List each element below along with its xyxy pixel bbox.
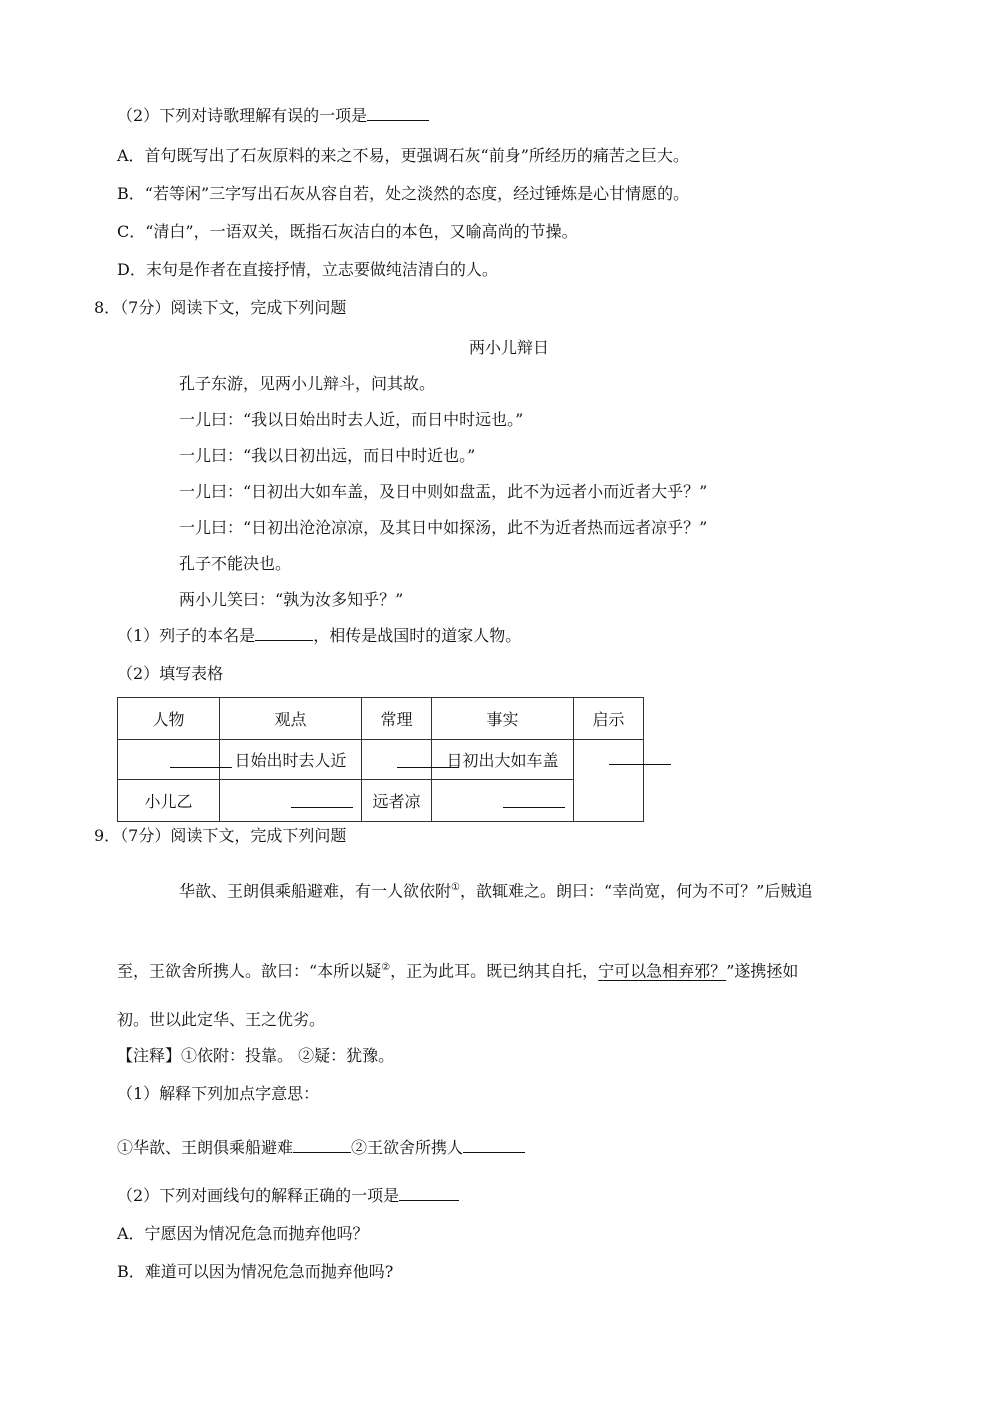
answer-blank[interactable] <box>503 807 565 808</box>
table-header: 人物 <box>118 698 220 740</box>
answer-blank[interactable] <box>293 1138 351 1153</box>
q9-option-b: B．难道可以因为情况危急而抛弃他吗? <box>117 1262 394 1281</box>
q7-sub2: （2）下列对诗歌理解有误的一项是 <box>117 106 429 126</box>
q7-option-a: A．首句既写出了石灰原料的来之不易，更强调石灰“前身”所经历的痛苦之巨大。 <box>117 146 689 165</box>
table-row <box>118 740 644 780</box>
underlined-sentence: 宁可以急相弃邪？ <box>598 961 727 981</box>
table-header-row <box>118 698 644 740</box>
q9-passage-line: 初。世以此定华、王之优劣。 <box>117 1010 326 1029</box>
q9-sub1: （1）解释下列加点字意思： <box>117 1084 320 1103</box>
table-cell-insight <box>574 740 644 822</box>
table-header: 启示 <box>574 698 644 740</box>
q8-passage-line: 两小儿笑曰：“孰为汝多知乎？” <box>179 590 404 609</box>
q7-option-c: C．“清白”，一语双关，既指石灰洁白的本色，又喻高尚的节操。 <box>117 222 578 241</box>
table-cell <box>118 740 220 780</box>
q8-passage-title: 两小儿辩日 <box>469 338 550 357</box>
table-row <box>118 780 644 822</box>
answer-blank[interactable] <box>463 1138 525 1153</box>
q9-sub1-items: ①华歆、王朗俱乘船避难 ②王欲舍所携人 <box>117 1138 525 1158</box>
q9-header: 9．（7分）阅读下文，完成下列问题 <box>94 826 347 845</box>
q8-header: 8．（7分）阅读下文，完成下列问题 <box>94 298 347 317</box>
q8-passage-line: 一儿曰：“日初出大如车盖，及日中则如盘盂，此不为远者小而近者大乎？” <box>179 482 708 501</box>
answer-blank[interactable] <box>291 807 353 808</box>
q8-passage-line: 一儿曰：“我以日始出时去人近，而日中时远也。” <box>179 410 524 429</box>
table-cell: 小儿乙 <box>118 780 220 822</box>
table-cell: 远者凉 <box>362 780 432 822</box>
table-header: 常理 <box>362 698 432 740</box>
q8-sub1: （1）列子的本名是 ，相传是战国时的道家人物。 <box>117 626 522 645</box>
table-cell <box>362 740 432 780</box>
q8-passage-line: 孔子东游，见两小儿辩斗，问其故。 <box>179 374 436 393</box>
answer-blank[interactable] <box>255 626 313 641</box>
table-header: 观点 <box>220 698 362 740</box>
table-header: 事实 <box>432 698 574 740</box>
q8-passage-line: 孔子不能决也。 <box>179 554 292 573</box>
table-cell: 日初出大如车盖 <box>432 740 574 780</box>
q8-passage-line: 一儿曰：“日初出沧沧凉凉，及其日中如探汤，此不为近者热而远者凉乎？” <box>179 518 708 537</box>
table-cell: 日始出时去人近 <box>220 740 362 780</box>
table-cell <box>220 780 362 822</box>
q9-option-a: A．宁愿因为情况危急而抛弃他吗？ <box>117 1224 369 1243</box>
q7-option-d: D．末句是作者在直接抒情，立志要做纯洁清白的人。 <box>117 260 498 279</box>
q9-notes: 【注释】①依附：投靠。 ②疑：犹豫。 <box>117 1046 395 1065</box>
answer-blank[interactable] <box>609 764 671 765</box>
q9-sub2: （2）下列对画线句的解释正确的一项是 <box>117 1186 459 1206</box>
answer-blank[interactable] <box>399 1186 459 1201</box>
q8-sub2: （2）填写表格 <box>117 664 224 683</box>
q9-passage-line: 至，王欲舍所携人。歆曰：“本所以疑②，正为此耳。既已纳其自托，宁可以急相弃邪？”遂携拯如 <box>117 961 799 981</box>
q8-passage-line: 一儿曰：“我以日初出远，而日中时近也。” <box>179 446 476 465</box>
q9-passage-line: 华歆、王朗俱乘船避难，有一人欲依附①，歆辄难之。朗曰：“幸尚宽，何为不可？”后贼追 <box>179 881 813 901</box>
table-cell <box>432 780 574 822</box>
q7-option-b: B．“若等闲”三字写出石灰从容自若，处之淡然的态度，经过锤炼是心甘情愿的。 <box>117 184 690 203</box>
answer-blank[interactable] <box>367 106 429 121</box>
fill-in-table <box>117 697 644 822</box>
